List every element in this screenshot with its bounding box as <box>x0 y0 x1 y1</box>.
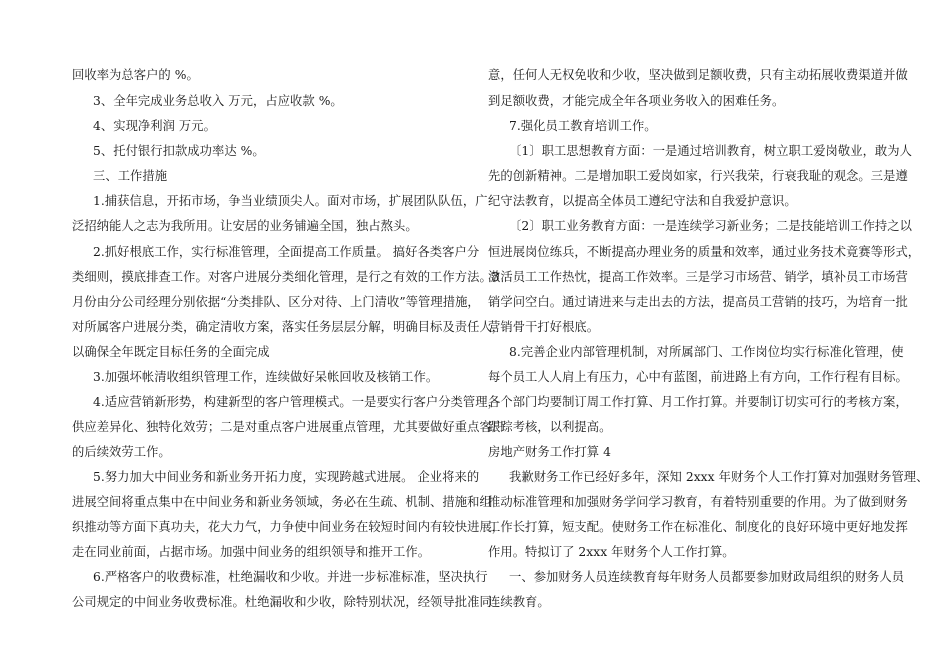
text-line: 4.适应营销新形势，构建新型的客户管理模式。一是要实行客户分类管理， <box>93 395 500 409</box>
text-line: 月份由分公司经理分别依据“分类排队、区分对待、上门清收”等管理措施， <box>72 295 480 309</box>
text-line: 5.努力加大中间业务和新业务开拓力度，实现跨越式进展。 企业将来的 <box>93 470 480 484</box>
text-line: 6.严格客户的收费标准，杜绝漏收和少收。并进一步标准标准，坚决执行 <box>93 570 488 584</box>
text-line: 以确保全年既定目标任务的全面完成 <box>72 345 270 359</box>
text-line: 类细则，摸底排查工作。对客户进展分类细化管理，是行之有效的工作方法。3 <box>72 270 500 284</box>
text-line: 营销骨干打好根底。 <box>488 320 600 334</box>
text-line: 8.完善企业内部管理机制，对所属部门、工作岗位均实行标准化管理，使 <box>509 345 904 359</box>
text-line: 意，任何人无权免收和少收，坚决做到足额收费，只有主动拓展收费渠道并做 <box>488 68 908 82</box>
section-title: 房地产财务工作打算 4 <box>488 445 611 459</box>
text-line: 〔1〕职工思想教育方面：一是通过培训教育，树立职工爱岗敬业，敢为人 <box>509 144 912 158</box>
text-line: 工作长打算，短支配。使财务工作在标准化、制度化的良好环境中更好地发挥 <box>488 520 908 534</box>
text-line: 1.捕获信息，开拓市场，争当业绩顶尖人。面对市场，扩展团队队伍，广 <box>93 194 488 208</box>
text-line: 我歉财务工作已经好多年，深知 2xxx 年财务个人工作打算对加强财务管理、 <box>509 470 929 484</box>
text-line: 到足额收费，才能完成全年各项业务收入的困难任务。 <box>488 94 785 108</box>
text-line: 对所属客户进展分类，确定清收方案，落实任务层层分解，明确目标及责任人， <box>72 320 505 334</box>
section-heading: 三、工作措施 <box>93 169 168 183</box>
text-line: 走在同业前面，占据市场。加强中间业务的组织领导和推开工作。 <box>72 545 431 559</box>
text-line: 各个部门均要制订周工作打算、月工作打算。并要制订切实可行的考核方案， <box>488 395 908 409</box>
text-line: 7.强化员工教育培训工作。 <box>509 119 657 133</box>
text-line: 5、托付银行扣款成功率达 %。 <box>93 144 265 158</box>
text-line: 进展空间将重点集中在中间业务和新业务领域，务必在生疏、机制、措施和组 <box>72 495 492 509</box>
text-line: 织推动等方面下真功夫，花大力气，力争使中间业务在较短时间内有较快进展， <box>72 520 505 534</box>
text-line: 〔2〕职工业务教育方面：一是连续学习新业务；二是技能培训工作持之以 <box>509 219 912 233</box>
text-line: 跟踪考核，以利提高。 <box>488 420 612 434</box>
text-line: 的后续效劳工作。 <box>72 445 171 459</box>
text-line: 每个员工人人肩上有压力，心中有蓝图，前进路上有方向，工作行程有目标。 <box>488 370 908 384</box>
text-line: 回收率为总客户的 %。 <box>72 68 199 82</box>
text-line: 连续教育。 <box>488 595 550 609</box>
text-line: 泛招纳能人之志为我所用。让安居的业务铺遍全国，独占熬头。 <box>72 219 418 233</box>
text-line: 纪守法教育，以提高全体员工遵纪守法和自我爱护意识。 <box>488 194 797 208</box>
text-line: 推动标准管理和加强财务学问学习教育，有着特别重要的作用。为了做到财务 <box>488 495 908 509</box>
text-line: 3、全年完成业务总收入 万元，占应收款 %。 <box>93 94 343 108</box>
text-line: 4、实现净利润 万元。 <box>93 119 216 133</box>
text-line: 恒进展岗位练兵，不断提高办理业务的质量和效率，通过业务技术竟赛等形式， <box>488 245 921 259</box>
text-line: 供应差异化、独特化效劳；二是对重点客户进展重点管理，尤其要做好重点客户 <box>72 420 505 434</box>
text-line: 公司规定的中间业务收费标准。杜绝漏收和少收，除特别状况，经领导批准同 <box>72 595 492 609</box>
text-line: 销学问空白。通过请进来与走出去的方法，提高员工营销的技巧，为培育一批 <box>488 295 908 309</box>
text-line: 3.加强坏帐清收组织管理工作，连续做好呆帐回收及核销工作。 <box>93 370 439 384</box>
text-line: 先的创新精神。二是增加职工爱岗如家，行兴我荣，行衰我耻的观念。三是遵 <box>488 169 908 183</box>
text-line: 作用。特拟订了 2xxx 年财务个人工作打算。 <box>488 545 735 559</box>
text-line: 2.抓好根底工作，实行标准管理，全面提高工作质量。 搞好各类客户分 <box>93 245 480 259</box>
text-line: 激活员工工作热忱，提高工作效率。三是学习市场营、销学，填补员工市场营 <box>488 270 908 284</box>
text-line: 一、参加财务人员连续教育每年财务人员都要参加财政局组织的财务人员 <box>509 570 905 584</box>
